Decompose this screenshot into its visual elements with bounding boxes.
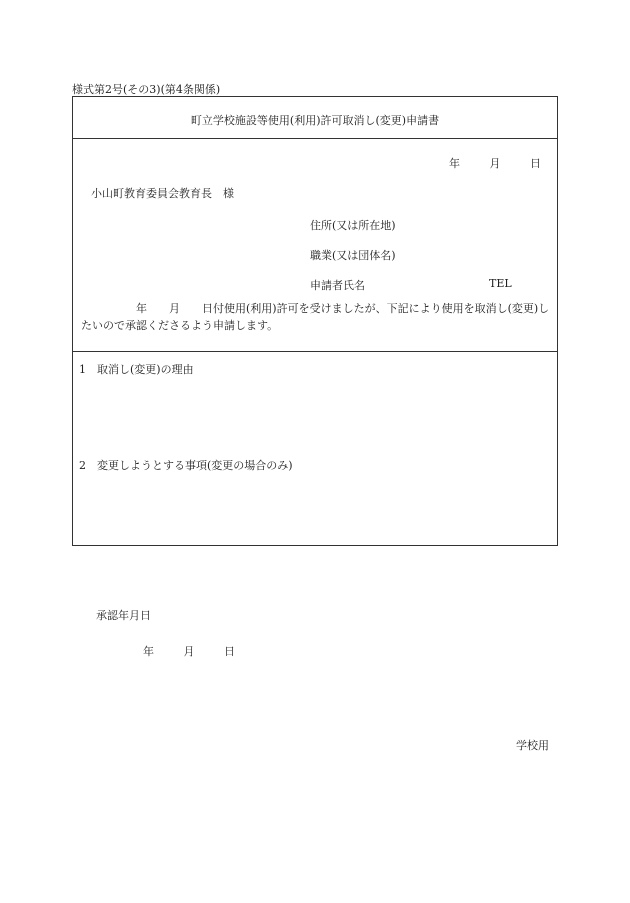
- approval-year-label: 年: [143, 645, 154, 658]
- date-month-label: 月: [489, 157, 501, 170]
- approval-month-label: 月: [183, 645, 195, 658]
- date-year-label: 年: [449, 157, 460, 170]
- applicant-name-label: 申請者氏名: [310, 279, 365, 292]
- approval-date-label: 承認年月日: [96, 609, 151, 622]
- application-statement: 年 月 日付使用(利用)許可を受けましたが、下記により使用を取消し(変更)したいので承認くださるよう申請します。: [81, 302, 550, 332]
- item-change-details: 2 変更しようとする事項(変更の場合のみ): [79, 459, 293, 472]
- form-reference: 様式第2号(その3)(第4条関係): [72, 83, 221, 96]
- approval-date: [143, 643, 261, 659]
- item-cancel-reason: 1 取消し(変更)の理由: [79, 363, 194, 376]
- form-title: 町立学校施設等使用(利用)許可取消し(変更)申請書: [190, 114, 440, 127]
- addressee: 小山町教育委員会教育長 様: [91, 187, 234, 200]
- application-form: [72, 96, 558, 546]
- application-date: [449, 155, 567, 171]
- tel-label: TEL: [489, 277, 512, 290]
- title-divider: [73, 138, 557, 139]
- statement-divider: [73, 351, 557, 352]
- date-day-label: 日: [530, 157, 541, 170]
- school-use-label: 学校用: [516, 739, 549, 752]
- approval-day-label: 日: [224, 645, 235, 658]
- address-label: 住所(又は所在地): [310, 219, 396, 232]
- occupation-label: 職業(又は団体名): [310, 249, 396, 262]
